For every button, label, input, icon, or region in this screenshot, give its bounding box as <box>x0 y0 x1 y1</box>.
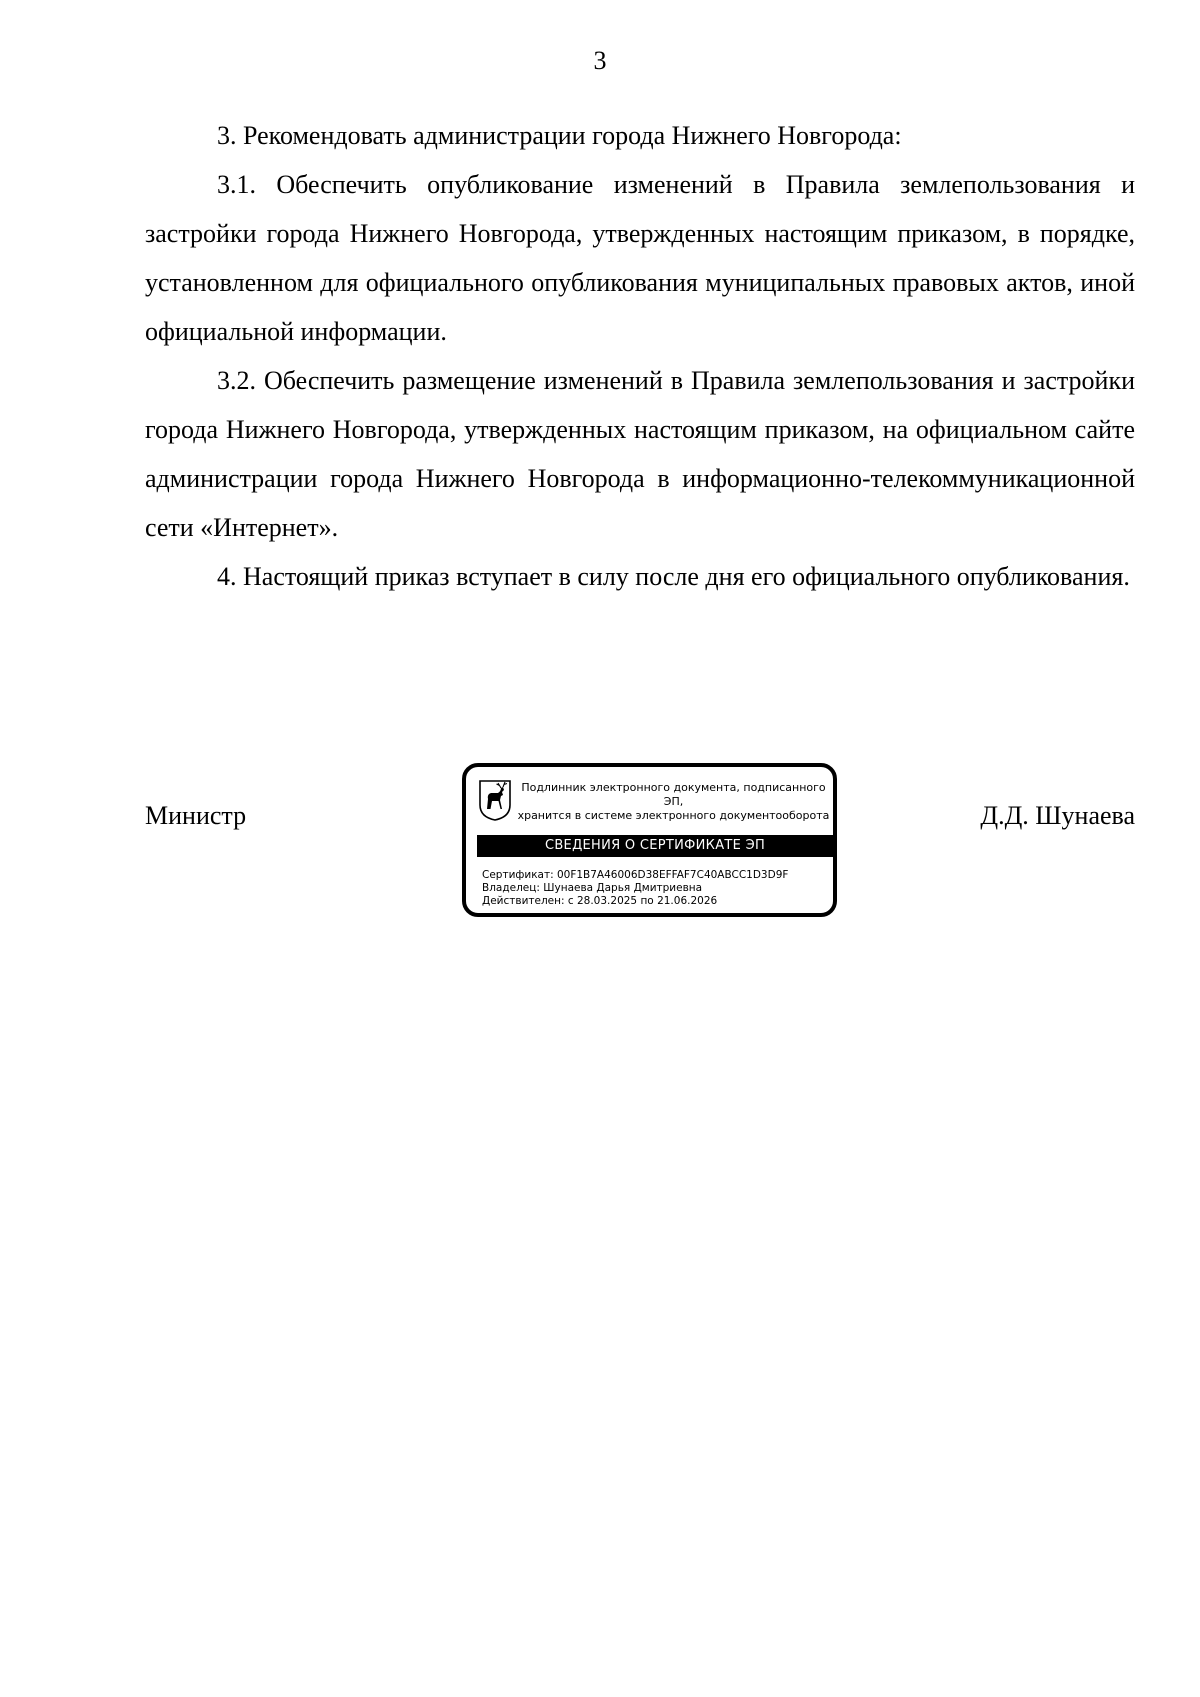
certificate-info-title: СВЕДЕНИЯ О СЕРТИФИКАТЕ ЭП <box>477 835 833 857</box>
certificate-details <box>482 869 788 908</box>
signature-block <box>145 763 1135 923</box>
signer-position: Министр <box>145 801 247 830</box>
certificate-owner: Владелец: Шунаева Дарья Дмитриевна <box>482 882 703 894</box>
stamp-header-line-2: хранится в системе электронного документооборота <box>517 809 830 822</box>
electronic-signature-stamp <box>462 763 837 917</box>
signer-name: Д.Д. Шунаева <box>980 801 1135 830</box>
document-body <box>145 111 1135 601</box>
page-number: 3 <box>593 46 607 75</box>
certificate-number: Сертификат: 00F1B7A46006D38EFFAF7C40ABCC1D3D9F <box>482 869 789 881</box>
stamp-header <box>516 781 831 823</box>
paragraph-entry-into-force: 4. Настоящий приказ вступает в силу после дня его официального опубликования. <box>217 562 1130 591</box>
certificate-validity: Действителен: с 28.03.2025 по 21.06.2026 <box>482 895 718 907</box>
paragraph-website-placement: 3.2. Обеспечить размещение изменений в Правила землепользования и застройки города Нижнего Новгорода, утвержденных настоящим приказом, на официальном сайте администрации города Нижнего Новгорода в информационно-телекоммуникационной сети «Интернет». <box>145 366 1135 542</box>
paragraph-recommendation: 3. Рекомендовать администрации города Нижнего Новгорода: <box>217 121 902 150</box>
deer-crest-icon <box>478 779 512 821</box>
paragraph-publication: 3.1. Обеспечить опубликование изменений в Правила землепользования и застройки города Нижнего Новгорода, утвержденных настоящим приказом, в порядке, установленном для официального опубликования муниципальных правовых актов, иной официальной информации. <box>145 170 1135 346</box>
stamp-header-line-1: Подлинник электронного документа, подписанного ЭП, <box>521 781 826 808</box>
